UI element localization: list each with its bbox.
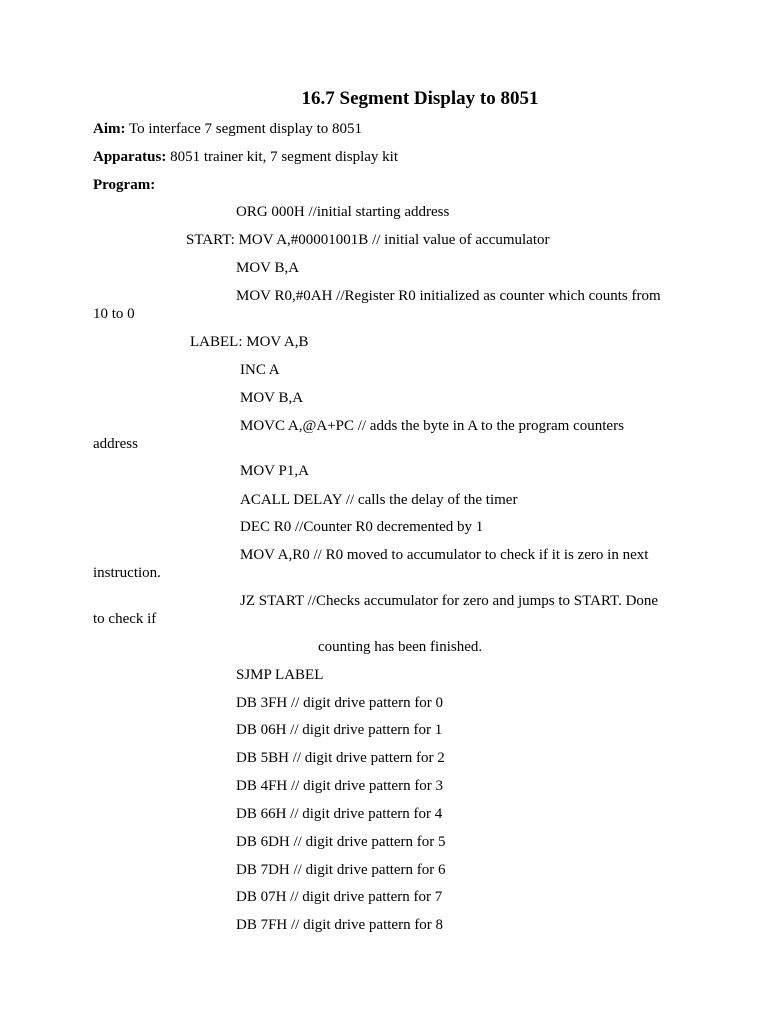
code-line: MOVC A,@A+PC // adds the byte in A to the program counters	[240, 418, 624, 434]
code-line: DB 06H // digit drive pattern for 1	[236, 722, 443, 738]
code-line: START: MOV A,#00001001B // initial value of accumulator	[186, 232, 550, 248]
aim-text: To interface 7 segment display to 8051	[125, 121, 363, 137]
code-line: DB 07H // digit drive pattern for 7	[236, 889, 443, 905]
code-line: JZ START //Checks accumulator for zero and jumps to START. Done	[240, 593, 659, 609]
program-label: Program:	[93, 177, 156, 193]
code-line: SJMP LABEL	[236, 667, 324, 683]
code-line: DB 7FH // digit drive pattern for 8	[236, 917, 444, 933]
code-line: MOV B,A	[240, 390, 304, 406]
code-line: DEC R0 //Counter R0 decremented by 1	[240, 519, 484, 535]
code-line: INC A	[240, 362, 280, 378]
code-line: DB 66H // digit drive pattern for 4	[236, 806, 443, 822]
code-line: LABEL: MOV A,B	[190, 334, 309, 350]
code-line: MOV B,A	[236, 260, 300, 276]
apparatus-label: Apparatus:	[93, 149, 167, 165]
code-line: ORG 000H //initial starting address	[236, 204, 450, 220]
code-line-wrap: address	[93, 436, 138, 452]
code-line: DB 4FH // digit drive pattern for 3	[236, 778, 444, 794]
code-line-wrap: 10 to 0	[93, 306, 135, 322]
code-line-wrap: instruction.	[93, 565, 161, 581]
apparatus-text: 8051 trainer kit, 7 segment display kit	[166, 149, 398, 165]
apparatus-line	[93, 149, 398, 166]
aim-line	[93, 121, 362, 138]
code-line: DB 5BH // digit drive pattern for 2	[236, 750, 445, 766]
code-line: MOV A,R0 // R0 moved to accumulator to check if it is zero in next	[240, 547, 649, 563]
code-line: ACALL DELAY // calls the delay of the timer	[240, 492, 518, 508]
page-title: 16.7 Segment Display to 8051	[301, 88, 539, 109]
code-line: DB 6DH // digit drive pattern for 5	[236, 834, 446, 850]
code-line: counting has been finished.	[318, 639, 483, 655]
code-line: MOV R0,#0AH //Register R0 initialized as counter which counts from	[236, 288, 661, 304]
code-line: MOV P1,A	[240, 463, 309, 479]
program-heading	[93, 177, 155, 194]
aim-label: Aim:	[93, 121, 126, 137]
code-line: DB 3FH // digit drive pattern for 0	[236, 695, 444, 711]
code-line: DB 7DH // digit drive pattern for 6	[236, 862, 446, 878]
code-line-wrap: to check if	[93, 611, 157, 627]
